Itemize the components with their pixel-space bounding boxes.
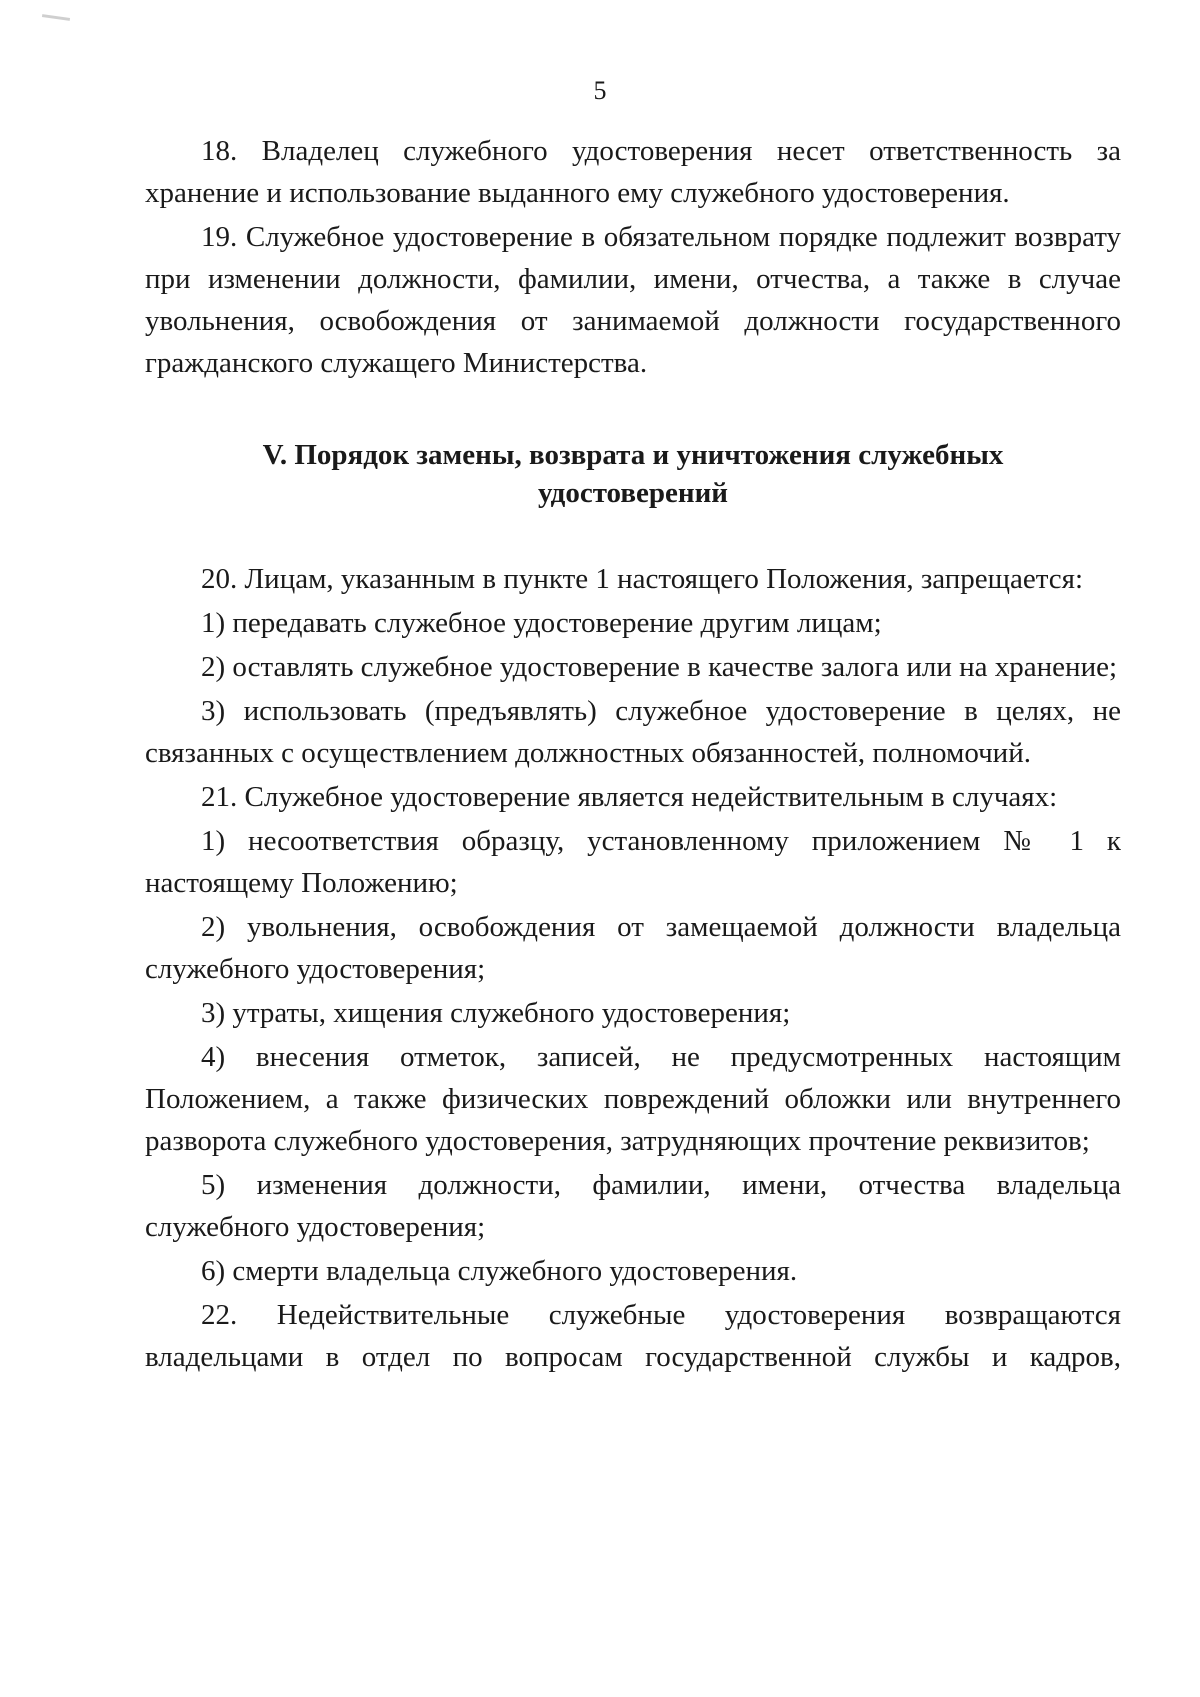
list-item-21-4: 4) внесения отметок, записей, не предусмотренных настоящим Положением, а также физических повреждений обложки или внутреннего разворота служебного удостоверения, затрудняющих прочтение реквизитов; (145, 1041, 1121, 1157)
paragraph-21: 21. Служебное удостоверение является недействительным в случаях: (201, 781, 1058, 813)
paragraph-19: 19. Служебное удостоверение в обязательном порядке подлежит возврату при изменении должности, фамилии, имени, отчества, а также в случае увольнения, освобождения от занимаемой должности государственного гражданского служащего Министерства. (145, 221, 1121, 379)
list-item-21-5: 5) изменения должности, фамилии, имени, отчества владельца служебного удостоверения; (145, 1169, 1121, 1243)
list-item-20-2: 2) оставлять служебное удостоверение в качестве залога или на хранение; (201, 651, 1118, 683)
document-body (145, 130, 1121, 1380)
list-item-21-3: 3) утраты, хищения служебного удостоверения; (201, 997, 791, 1029)
section-heading (145, 436, 1121, 512)
list-item-20-1: 1) передавать служебное удостоверение другим лицам; (201, 607, 882, 639)
scan-artifact (42, 14, 70, 21)
paragraph-20: 20. Лицам, указанным в пункте 1 настоящего Положения, запрещается: (201, 563, 1084, 595)
list-item-20-3: 3) использовать (предъявлять) служебное удостоверение в целях, не связанных с осуществлением должностных обязанностей, полномочий. (145, 695, 1121, 769)
list-item-21-2: 2) увольнения, освобождения от замещаемой должности владельца служебного удостоверения; (145, 911, 1121, 985)
list-item-21-6: 6) смерти владельца служебного удостоверения. (201, 1255, 798, 1287)
paragraph-22: 22. Недействительные служебные удостоверения возвращаются владельцами в отдел по вопросам государственной службы и кадров, (145, 1299, 1121, 1373)
page-number: 5 (593, 76, 607, 105)
section-heading-line-1: V. Порядок замены, возврата и уничтожения служебных (262, 439, 1004, 471)
paragraph-18: 18. Владелец служебного удостоверения несет ответственность за хранение и использование выданного ему служебного удостоверения. (145, 135, 1121, 209)
list-item-21-1: 1) несоответствия образцу, установленному приложением № 1 к настоящему Положению; (145, 825, 1121, 899)
section-heading-line-2: удостоверений (537, 477, 728, 509)
